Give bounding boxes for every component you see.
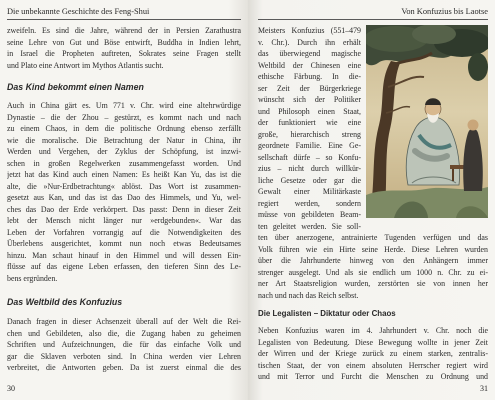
text-line: gar die Sklaven verboten sind. In China werden vier Lehren (7, 351, 241, 361)
text-line: Meisters Konfuzius (551–479 (258, 26, 361, 35)
text-line: und Plato eine Antwort im Mythos Atlantis sucht. (7, 60, 164, 70)
text-line: regiert werden, sondern (258, 198, 361, 208)
text-line: nach und nach das Reich selbst. (258, 290, 359, 300)
text-line: Gewalt einer Militärkaste (258, 187, 361, 196)
rocks-ground (366, 187, 488, 218)
text-line: tischen Staat, der von einem absoluten Herrscher regiert wird (258, 360, 488, 370)
text-line: ser Zeit der Bürgerkriege (258, 83, 361, 93)
text-line: und Philosoph einen Staat, (258, 106, 361, 116)
text-line: Schriften und Aufzeichnungen, die für das einfache Volk und (7, 340, 241, 349)
confucius-illustration (366, 25, 488, 218)
text-line: Überlebens ausgerichtet, kommt nun noch etwas Bedeutsames (7, 239, 241, 248)
text-line: und mit Terror und Furcht die Menschen zu Ordnung und (258, 372, 488, 381)
text-line: ethische Färbung. In die- (258, 72, 361, 81)
page-number-left: 30 (7, 384, 15, 393)
text-line: alte, die »Nur-Erdbetrachtung« ablöst. Das Wort ist zusammen- (7, 181, 241, 191)
text-line: Dynastie – die der Zhou – gestürzt, es kommt nach und nach (7, 112, 241, 122)
paragraph-beside-figure (258, 25, 361, 232)
text-line: Danach fragen in dieser Achsenzeit überall auf der Welt die Rei- (7, 317, 241, 326)
text-line: Volk führen wie ein Hirte seine Herde. Diese Lehren wurden (258, 244, 488, 254)
text-line: zu einem Chaos, in dem die politische Ordnung ebenso zerfällt (7, 124, 241, 133)
text-line: bens ergründen. (7, 273, 58, 283)
text-line: große, hierarchisch streng (258, 129, 361, 139)
running-head-left: Die unbekannte Geschichte des Feng-Shui (7, 7, 150, 16)
text-line: sellschaft dürfe – so Konfu- (258, 152, 361, 162)
section-heading-confucius: Das Weltbild des Konfuzius (7, 297, 123, 307)
running-head-rule (7, 19, 241, 20)
text-line: zweifeln. Es sind die Jahre, während der in Persien Zarathustra (7, 26, 241, 35)
text-line: der funktioniert wie eine (258, 118, 361, 127)
right-page (248, 0, 495, 400)
text-line: geordnete Familie. Eine Ge- (258, 141, 361, 150)
text-line: in Israel die Propheten auftreten, Sokrates seine Fragen stellt (7, 49, 241, 58)
text-line: das überwiegend magische (258, 49, 361, 58)
text-line: seine Lehre von Gut und Böse entwirft, Buddha in Indien lehrt, (7, 37, 241, 47)
text-line: Weltbild der Chinesen eine (258, 60, 361, 70)
text-line: schen in großen Regelwerken zusammengefasst worden. Und (7, 158, 241, 168)
text-line: Leben der Vorfahren vorrangig auf die Notwendigkeiten des (7, 227, 241, 237)
text-line: chen und Gebildeten, also die, die Zugang haben zu geheimen (7, 328, 241, 338)
text-line: ten über anerzogene, antrainierte Tugenden verfügen und das (258, 233, 488, 242)
section-legalists-paragraph (258, 325, 488, 383)
text-line: zius – nicht durch willkür- (258, 164, 361, 173)
page-number-right: 31 (480, 384, 488, 393)
text-line: Auch in China gärt es. Um 771 v. Chr. wird eine altehrwürdige (7, 101, 241, 110)
text-line: hinzu. Man schaut hinauf in den Himmel und will dessen Ein- (7, 250, 241, 260)
intro-paragraph (7, 25, 241, 71)
text-line: strenger ausgelegt. Und als sie endlich um 1000 n. Chr. zu ei- (258, 267, 488, 277)
text-line: lebt der Mensch nicht länger nur »erdgebunden«. War das (7, 216, 241, 225)
text-line: ner Art Staatsreligion wurden, zerstörten sie von innen her (258, 279, 488, 288)
text-line: Legalisten von Bedeutung. Diese Bewegung wollte in jener Zeit (258, 337, 488, 347)
running-head-rule (258, 19, 488, 20)
text-line: v. Chr.). Durch ihn erhält (258, 37, 361, 47)
text-line: liche Gesetze oder gar die (258, 175, 361, 185)
section-confucius-paragraph (7, 316, 241, 374)
text-line: wie die moralische. Die Betrachtung der Natur in China, ihr (7, 135, 241, 145)
text-line: ten geleitet werden. Sie soll- (258, 221, 361, 231)
text-line: Neben Konfuzius waren im 4. Jahrhundert v. Chr. noch die (258, 326, 488, 335)
section-heading-legalists: Die Legalisten – Diktatur oder Chaos (258, 309, 396, 318)
text-line: jetzt hat das Kind auch einen Namen: Es heißt Kan Yu, das ist die (7, 170, 241, 179)
section-name-paragraph (7, 100, 241, 284)
text-line: müsse von gebildeten Beam- (258, 210, 361, 219)
text-line: ches das Dao der Erde verkörpert. Das passt: Denn in dieser Zeit (7, 204, 241, 214)
running-head-right: Von Konfuzius bis Laotse (401, 7, 488, 16)
text-line: flüsse auf das eigene Leben erfassen, den tieferen Sinn des Le- (7, 262, 241, 271)
text-line: Werden und Vergehen, der Zyklus der Schöpfung, ist inzwi- (7, 147, 241, 156)
confucius-painting-svg (366, 25, 488, 218)
paragraph-continued (258, 232, 488, 301)
text-line: gesetzt aus Kan, und das ist das Dao des Himmels, und Yu, wel- (7, 193, 241, 202)
section-heading-name: Das Kind bekommt einen Namen (7, 82, 144, 92)
text-line: der Wirren und der Kriege zurück zu einem starken, zentralis- (258, 349, 488, 358)
text-line: wünscht sich der Politiker (258, 95, 361, 104)
text-line: über die Jahrhunderte hinweg von den Anhängern immer (258, 256, 488, 265)
text-line: verbreitet, die Antworten geben. Da ist zuerst einmal die des (7, 363, 241, 372)
